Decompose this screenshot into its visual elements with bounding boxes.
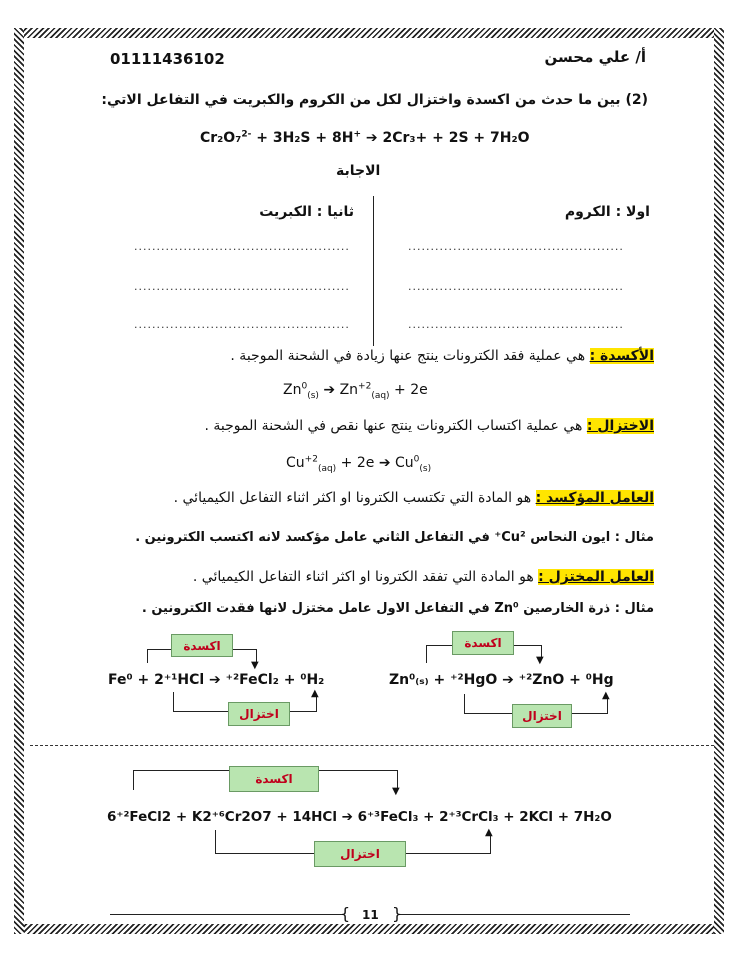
reduction-term: الاختزال :	[586, 418, 654, 434]
zn-ion-sub: (aq)	[371, 390, 390, 401]
brace-right-icon: }	[392, 904, 403, 923]
oxidation-tag: اكسدة	[229, 766, 319, 792]
column-chrome-title: اولا : الكروم	[564, 204, 650, 220]
arrow-up-icon: ▲	[602, 690, 610, 701]
answer-line: ................................................	[408, 280, 624, 293]
oxidation-text: هي عملية فقد الكترونات ينتج عنها زيادة في الشحنة الموجبة .	[230, 348, 586, 364]
zn-symbol: Zn	[283, 382, 302, 398]
oxidation-term: الأكسدة :	[589, 348, 654, 364]
zn-hg-reaction: Zn⁰₍ₛ₎ + ⁺²HgO ➔ ⁺²ZnO + ⁰Hg	[389, 672, 614, 688]
page-number: 11	[362, 908, 379, 922]
arrow-up-icon: ▲	[485, 827, 493, 838]
reducer-example: مثال : ذرة الخارصين Zn⁰ في التفاعل الاول عامل مختزل لانها فقدت الكترونين .	[141, 601, 654, 616]
cu-ion-sub: (aq)	[317, 463, 337, 474]
answer-line: ................................................	[134, 318, 350, 331]
fe-reaction: Fe⁰ + 2⁺¹HCl ➔ ⁺²FeCl₂ + ⁰H₂	[108, 672, 325, 688]
reducer-definition	[193, 569, 654, 585]
oxidizer-definition	[174, 490, 654, 506]
cu-sub: (s)	[419, 463, 432, 474]
section-divider	[30, 745, 714, 746]
answer-line: ................................................	[408, 318, 624, 331]
oxidizer-term: العامل المؤكسد :	[535, 490, 654, 506]
reducer-term: العامل المختزل :	[538, 569, 654, 585]
electrons: + 2e	[394, 382, 428, 398]
zn-ion-sup: +2	[358, 381, 372, 392]
arrow-up-icon: ▲	[311, 688, 319, 699]
eq-arrow: ➔	[365, 130, 378, 146]
answer-line: ................................................	[134, 240, 350, 253]
zn-ion: Zn	[339, 382, 359, 398]
teacher-name: أ/ علي محسن	[544, 48, 646, 66]
oxidation-tag: اكسدة	[171, 634, 233, 657]
cu-half-reaction	[286, 454, 432, 474]
answer-line: ................................................	[408, 240, 624, 253]
reducer-text: هو المادة التي تفقد الكترونا او اكثر اثناء التفاعل الكيميائي .	[192, 569, 534, 585]
zn-sub: (s)	[307, 390, 319, 401]
cu-sup: 0	[413, 454, 420, 465]
oxidation-tag: اكسدة	[452, 631, 514, 655]
arrow-down-icon: ▼	[536, 655, 544, 666]
eq-reactant-2: + 3H₂S + 8H	[256, 130, 354, 146]
eq-reactant-1: Cr₂O₇	[200, 130, 242, 146]
arrow-down-icon: ▼	[392, 786, 400, 797]
oxidizer-text: هو المادة التي تكتسب الكترونا او اكثر اثناء التفاعل الكيميائي .	[173, 490, 532, 506]
reduction-tag: اختزال	[512, 704, 572, 728]
arrow: ➔	[378, 455, 391, 471]
reduction-definition	[204, 418, 654, 434]
arrow: ➔	[323, 382, 336, 398]
cu-ion-sup: +2	[304, 454, 318, 465]
answer-line: ................................................	[134, 280, 350, 293]
eq-charge-1: 2-	[241, 129, 252, 140]
question-text: (2) بين ما حدث من اكسدة واختزال لكل من الكروم والكبريت في التفاعل الاتي:	[101, 92, 648, 108]
cu-symbol: Cu	[395, 455, 414, 471]
oxidizer-example: مثال : ايون النحاس Cu²⁺ في التفاعل الثاني عامل مؤكسد لانه اكتسب الكترونين .	[135, 530, 654, 545]
oxidation-definition	[230, 348, 654, 364]
eq-charge-2: +	[353, 129, 361, 140]
question-equation	[200, 130, 530, 146]
phone-number: 01111436102	[110, 50, 225, 68]
column-sulfur-title: ثانيا : الكبريت	[259, 204, 354, 220]
electrons: + 2e	[340, 455, 375, 471]
zn-half-reaction	[283, 381, 428, 401]
reduction-tag: اختزال	[314, 841, 406, 867]
reduction-tag: اختزال	[228, 702, 290, 726]
brace-left-icon: {	[340, 904, 351, 923]
answer-label: الاجابة	[336, 163, 381, 179]
reduction-text: هي عملية اكتساب الكترونات ينتج عنها نقص في الشحنة الموجبة .	[204, 418, 583, 434]
big-reaction: 6⁺²FeCl2 + K2⁺⁶Cr2O7 + 14HCl ➔ 6⁺³FeCl₃ + 2⁺³CrCl₃ + 2KCl + 7H₂O	[107, 809, 612, 825]
zn-sup: 0	[301, 381, 308, 392]
column-divider	[373, 196, 374, 346]
cu-ion: Cu	[286, 455, 305, 471]
eq-products: 2Cr₃+ + 2S + 7H₂O	[382, 130, 530, 146]
arrow-down-icon: ▼	[251, 660, 259, 671]
